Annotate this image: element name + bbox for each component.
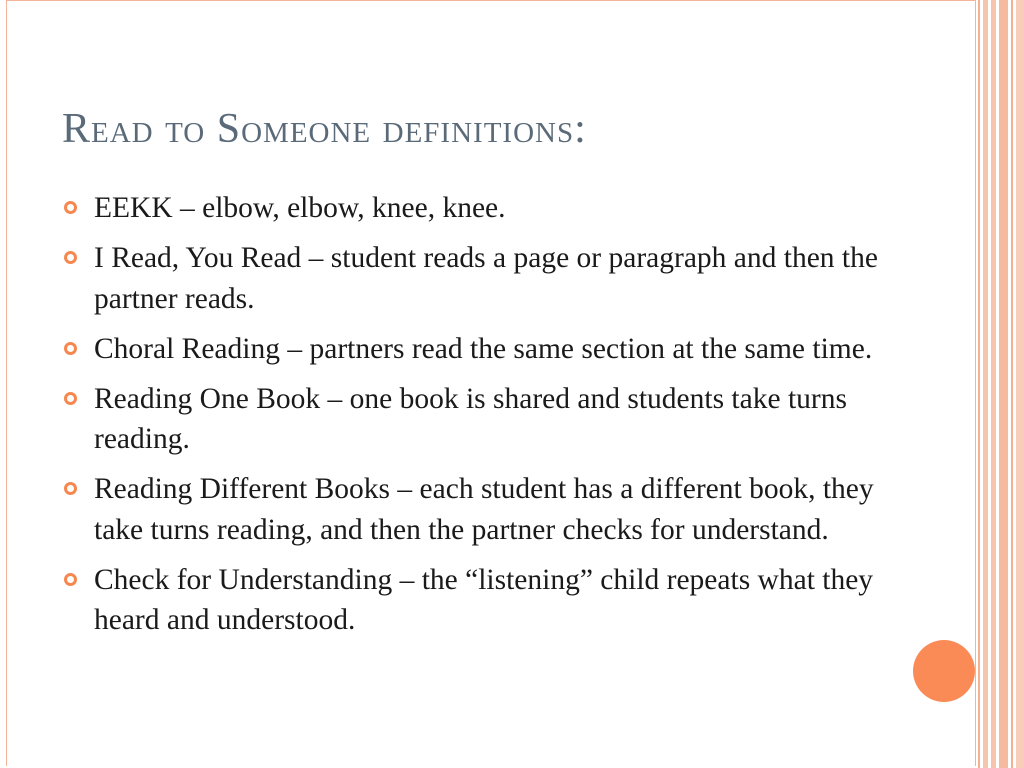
bullet-text: Reading Different Books – each student has a different book, they take turns reading, and then the partner checks for understand. <box>94 473 874 546</box>
bullet-circle-icon <box>64 342 77 355</box>
stripe <box>978 0 980 768</box>
bullet-text: Reading One Book – one book is shared and students take turns reading. <box>94 382 847 455</box>
bullet-circle-icon <box>64 392 77 405</box>
bullet-list <box>62 188 882 650</box>
decorative-circle <box>913 640 975 702</box>
bullet-circle-icon <box>64 251 77 264</box>
decorative-stripes <box>976 0 1024 768</box>
stripe <box>1016 0 1024 768</box>
bullet-item <box>62 188 882 229</box>
bullet-circle-icon <box>64 573 77 586</box>
bullet-item <box>62 379 882 460</box>
bullet-text: EEKK – elbow, elbow, knee, knee. <box>94 192 506 224</box>
stripe <box>999 0 1008 768</box>
bullet-text: Choral Reading – partners read the same section at the same time. <box>94 332 873 365</box>
slide-title: Read to Someone definitions: <box>62 106 587 152</box>
bullet-item <box>62 238 882 319</box>
bullet-text: Check for Understanding – the “listening” child repeats what they heard and understood. <box>94 563 874 636</box>
bullet-item <box>62 560 882 641</box>
bullet-item <box>62 469 882 550</box>
stripe <box>991 0 996 768</box>
stripe <box>983 0 988 768</box>
bullet-circle-icon <box>64 482 77 495</box>
bullet-circle-icon <box>64 201 77 214</box>
stripe <box>1011 0 1013 768</box>
bullet-item <box>62 329 882 370</box>
bullet-text: I Read, You Read – student reads a page or paragraph and then the partner reads. <box>94 242 878 315</box>
